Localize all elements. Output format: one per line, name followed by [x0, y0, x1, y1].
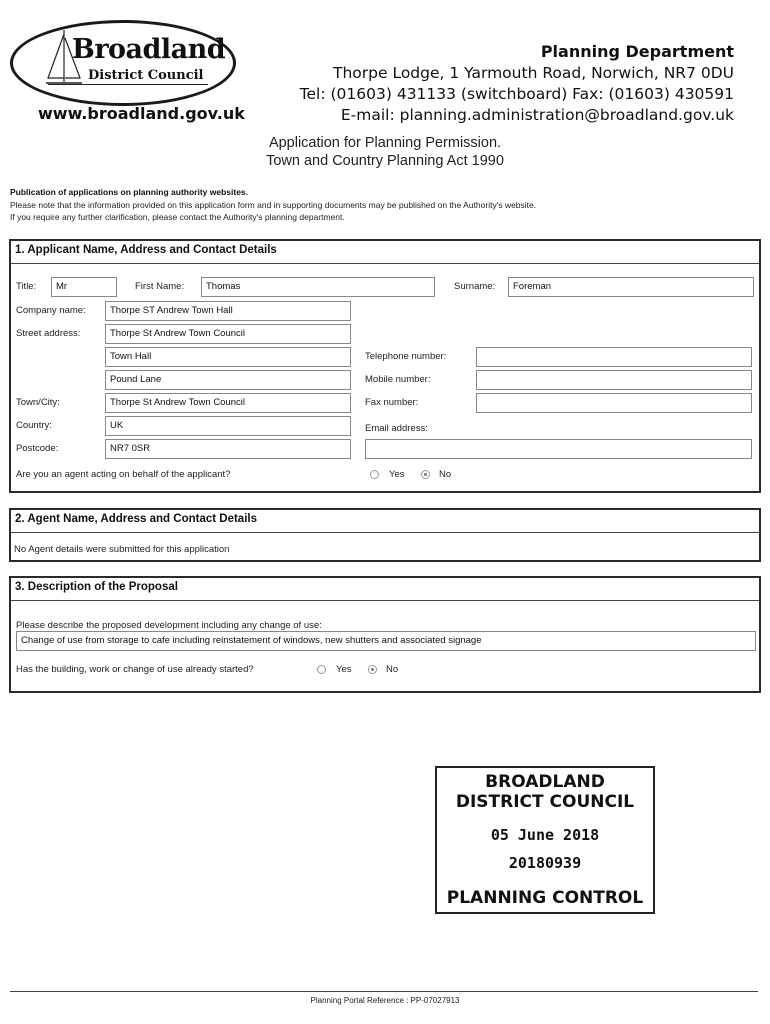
agent-question: Are you an agent acting on behalf of the applicant? [16, 469, 231, 480]
fax-label: Fax number: [365, 397, 419, 408]
email-field[interactable] [365, 439, 752, 459]
postcode-label: Postcode: [16, 443, 59, 454]
stamp-date: 05 June 2018 [490, 826, 600, 844]
form-subtitle: Town and Country Planning Act 1990 [266, 153, 504, 169]
stamp-council-line2: DISTRICT COUNCIL [455, 792, 635, 812]
section-applicant [9, 239, 761, 493]
portal-reference: Planning Portal Reference : PP-07027913 [310, 996, 460, 1005]
telephone-field[interactable] [476, 347, 752, 367]
town-label: Town/City: [16, 397, 60, 408]
stamp-reference: 20180939 [508, 854, 582, 872]
agent-no-label: No [439, 469, 452, 480]
stamp-department: PLANNING CONTROL [446, 888, 644, 908]
postcode-field[interactable]: NR7 0SR [105, 439, 351, 459]
started-yes-radio[interactable] [317, 665, 326, 674]
publication-note: Please note that the information provided on this application form and in supporting documents may be published on the Authority's website. [10, 200, 537, 210]
section-title: 1. Applicant Name, Address and Contact Details [15, 244, 277, 256]
publication-heading: Publication of applications on planning authority websites. [10, 187, 249, 197]
agent-yes-radio[interactable] [370, 470, 379, 479]
logo-name: Broadland [72, 34, 226, 65]
section-divider [11, 263, 759, 264]
started-question: Has the building, work or change of use already started? [16, 664, 254, 675]
mobile-label: Mobile number: [365, 374, 431, 385]
section-proposal [9, 576, 761, 693]
street-line-1[interactable]: Thorpe St Andrew Town Council [105, 324, 351, 344]
section-title: 3. Description of the Proposal [15, 581, 178, 593]
department-address: Thorpe Lodge, 1 Yarmouth Road, Norwich, NR7 0DU [333, 64, 734, 82]
logo-divider [48, 84, 208, 85]
first-name-label: First Name: [135, 281, 185, 292]
telephone-label: Telephone number: [365, 351, 447, 362]
mobile-field[interactable] [476, 370, 752, 390]
started-no-radio[interactable] [368, 665, 377, 674]
company-label: Company name: [16, 305, 86, 316]
title-field[interactable]: Mr [51, 277, 117, 297]
street-line-3[interactable]: Pound Lane [105, 370, 351, 390]
logo-subtitle: District Council [88, 68, 204, 83]
section-divider [11, 600, 759, 601]
first-name-field[interactable]: Thomas [201, 277, 435, 297]
agent-details-note: No Agent details were submitted for this application [14, 544, 230, 555]
street-line-2[interactable]: Town Hall [105, 347, 351, 367]
surname-label: Surname: [454, 281, 496, 292]
department-email[interactable]: E-mail: planning.administration@broadland.gov.uk [340, 106, 734, 124]
started-no-label: No [386, 664, 399, 675]
country-field[interactable]: UK [105, 416, 351, 436]
agent-no-radio[interactable] [421, 470, 430, 479]
company-field[interactable]: Thorpe ST Andrew Town Hall [105, 301, 351, 321]
footer-divider [10, 991, 758, 992]
street-label: Street address: [16, 328, 81, 339]
title-label: Title: [16, 281, 37, 292]
received-stamp [435, 766, 655, 914]
email-label: Email address: [365, 423, 428, 434]
publication-clarification: If you require any further clarification, please contact the Authority's planning department. [10, 212, 345, 222]
department-name: Planning Department [540, 42, 734, 61]
section-agent [9, 508, 761, 562]
surname-field[interactable]: Foreman [508, 277, 754, 297]
stamp-council-line1: BROADLAND [485, 772, 605, 792]
country-label: Country: [16, 420, 52, 431]
proposal-prompt: Please describe the proposed development including any change of use: [16, 620, 322, 631]
started-yes-label: Yes [336, 664, 352, 675]
town-field[interactable]: Thorpe St Andrew Town Council [105, 393, 351, 413]
section-title: 2. Agent Name, Address and Contact Details [15, 513, 257, 525]
department-phone: Tel: (01603) 431133 (switchboard) Fax: (01603) 430591 [299, 85, 734, 103]
proposal-description-field[interactable]: Change of use from storage to cafe including reinstatement of windows, new shutters and associated signage [16, 631, 756, 651]
section-divider [11, 532, 759, 533]
agent-yes-label: Yes [389, 469, 405, 480]
fax-field[interactable] [476, 393, 752, 413]
website-link[interactable]: www.broadland.gov.uk [38, 104, 245, 123]
form-title: Application for Planning Permission. [268, 135, 502, 151]
